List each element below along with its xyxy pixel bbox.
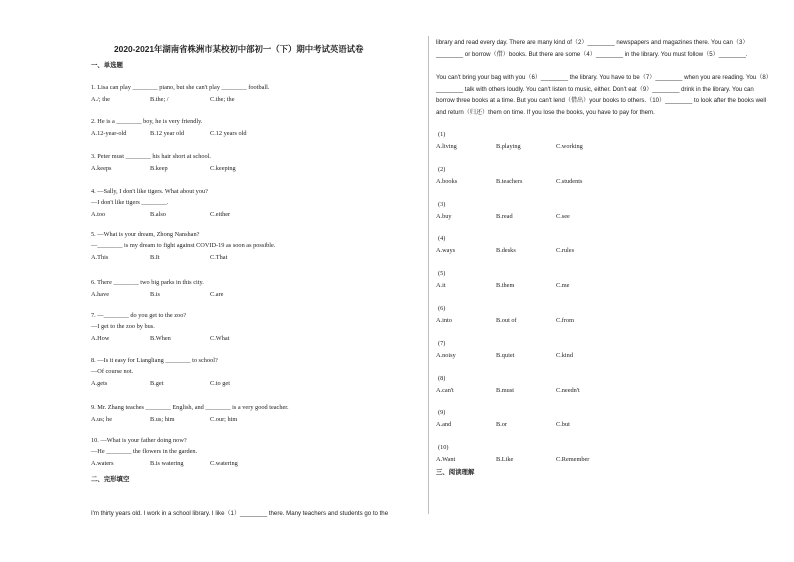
question-2-option-a[interactable]: A.12-year-old: [91, 130, 127, 137]
question-3-option-c[interactable]: C.keeping: [210, 165, 236, 172]
cloze-item-10-option-c[interactable]: C.Remember: [556, 456, 590, 464]
question-3-stem: 3. Peter must ________ his hair short at school.: [91, 153, 211, 160]
question-9-option-a[interactable]: A.us; he: [91, 416, 112, 423]
cloze-item-2-option-a[interactable]: A.books: [436, 177, 458, 185]
question-8-option-b[interactable]: B.get: [150, 380, 164, 387]
question-7-option-b[interactable]: B.When: [150, 335, 171, 342]
cloze-item-4-number: (4): [438, 235, 446, 243]
cloze-item-7-option-b[interactable]: B.quiet: [496, 351, 515, 359]
question-10-option-b[interactable]: B.is watering: [150, 460, 184, 467]
cloze-item-8-number: (8): [438, 374, 446, 382]
cloze-item-4-option-b[interactable]: B.desks: [496, 247, 516, 255]
cloze-item-8-option-b[interactable]: B.must: [496, 386, 515, 394]
cloze-item-1-option-b[interactable]: B.playing: [496, 143, 521, 150]
question-4-stem: 4. —Sally, I don't like tigers. What about you?: [91, 188, 208, 195]
question-6-option-b[interactable]: B.is: [150, 291, 160, 298]
cloze-item-8-option-a[interactable]: A.can't: [436, 386, 454, 394]
cloze-item-3-option-b[interactable]: B.read: [496, 212, 513, 220]
question-4-option-a[interactable]: A.too: [91, 211, 106, 218]
question-5-option-a[interactable]: A.This: [91, 254, 109, 261]
question-7-option-a[interactable]: A.How: [91, 335, 110, 342]
cloze-intro-line: I'm thirty years old. I work in a school library. I like（1）________ there. Many teachers and students go to the: [91, 510, 389, 517]
cloze-item-9-option-a[interactable]: A.and: [436, 421, 452, 429]
question-5-option-b[interactable]: B.It: [150, 254, 160, 261]
question-2-option-b[interactable]: B.12 year old: [150, 130, 185, 137]
question-6-option-a[interactable]: A.have: [91, 291, 110, 298]
question-4-option-c[interactable]: C.either: [210, 211, 231, 218]
cloze-item-3-option-c[interactable]: C.see: [556, 212, 570, 220]
cloze-item-7-option-c[interactable]: C.kind: [556, 351, 573, 359]
question-2-stem: 2. He is a ________ boy, he is very friendly.: [91, 118, 203, 125]
question-4-option-b[interactable]: B.also: [150, 211, 166, 218]
cloze-item-10-option-b[interactable]: B.Like: [496, 456, 514, 464]
question-8-stem: 8. —Is it easy for Liangliang ________ to school?: [91, 357, 218, 364]
cloze-paragraph-1: library and read every day. There are many kind of（2）________ newspapers and magazines there. You can（3）________ or borrow（借）books. But there are some（4）________ in the library. You must follow（5）________.: [436, 39, 749, 58]
question-4-stem: —I don't like tigers ________.: [91, 199, 169, 206]
cloze-item-6-option-b[interactable]: B.out of: [496, 317, 517, 324]
column-divider: [428, 36, 429, 514]
cloze-item-3-number: (3): [438, 200, 446, 208]
cloze-item-9-option-c[interactable]: C.but: [556, 421, 570, 429]
question-8-option-c[interactable]: C.to get: [210, 380, 230, 387]
section-heading-cloze: 二、完形填空: [91, 476, 130, 483]
cloze-item-4-option-c[interactable]: C.rules: [556, 247, 575, 255]
question-1-option-b[interactable]: B.the; /: [150, 96, 169, 103]
section-heading-reading: 三、阅读理解: [436, 469, 475, 476]
cloze-item-7-option-a[interactable]: A.noisy: [436, 351, 456, 359]
question-2-option-c[interactable]: C.12 years old: [210, 130, 247, 137]
question-1-stem: 1. Lisa can play ________ piano, but she can't play ________ football.: [91, 84, 270, 91]
question-10-stem: 10. —What is your father doing now?: [91, 437, 187, 444]
cloze-item-3-option-a[interactable]: A.buy: [436, 212, 452, 220]
question-5-stem: 5. —What is your dream, Zhong Nanshan?: [91, 231, 200, 238]
cloze-item-9-number: (9): [438, 409, 446, 417]
cloze-item-7-number: (7): [438, 339, 446, 347]
cloze-item-2-number: (2): [438, 165, 446, 173]
cloze-item-5-option-c[interactable]: C.me: [556, 282, 570, 290]
question-7-option-c[interactable]: C.What: [210, 335, 230, 342]
cloze-item-10-number: (10): [438, 444, 449, 452]
question-7-stem: —I get to the zoo by bus.: [91, 323, 155, 330]
cloze-item-2-option-c[interactable]: C.students: [556, 177, 583, 185]
cloze-paragraph-2: You can't bring your bag with you（6）________ the library. You have to be（7）________ when you are reading. You（8）________ talk with others loudly. You can't listen to music, either. Don't eat（9）________ drink in the library. You can borrow three books at a time. But you can't lend（借出）your books to others.（10）________ to look after the books well and return（归还）them on time. If you lose the books, you have to pay for them.: [436, 74, 769, 116]
question-9-option-b[interactable]: B.us; him: [150, 416, 175, 423]
question-8-option-a[interactable]: A.gets: [91, 380, 108, 387]
question-6-option-c[interactable]: C.are: [210, 291, 224, 298]
question-3-option-b[interactable]: B.keep: [150, 165, 168, 172]
question-7-stem: 7. —________ do you get to the zoo?: [91, 312, 187, 319]
question-6-stem: 6. There ________ two big parks in this city.: [91, 279, 204, 286]
question-9-option-c[interactable]: C.our; him: [210, 416, 238, 423]
cloze-item-5-number: (5): [438, 270, 446, 278]
cloze-item-6-option-a[interactable]: A.into: [436, 317, 452, 324]
question-9-stem: 9. Mr. Zhang teaches ________ English, and ________ is a very good teacher.: [91, 404, 289, 411]
right-column: [430, 0, 794, 562]
cloze-item-1-option-c[interactable]: C.working: [556, 143, 583, 150]
question-1-option-c[interactable]: C.the; the: [210, 96, 235, 103]
cloze-item-10-option-a[interactable]: A.Want: [436, 456, 456, 464]
section-heading-single-choice: 一、单选题: [91, 62, 123, 69]
cloze-item-5-option-a[interactable]: A.it: [436, 282, 446, 290]
question-10-stem: —He ________ the flowers in the garden.: [91, 448, 198, 455]
question-8-stem: —Of course not.: [91, 368, 134, 375]
cloze-item-8-option-c[interactable]: C.needn't: [556, 386, 580, 394]
cloze-item-4-option-a[interactable]: A.ways: [436, 247, 456, 255]
cloze-item-1-number: (1): [438, 131, 446, 138]
question-10-option-c[interactable]: C.watering: [210, 460, 238, 467]
page-title: 2020-2021年湖南省株洲市某校初中部初一（下）期中考试英语试卷: [114, 44, 364, 54]
cloze-item-2-option-b[interactable]: B.teachers: [496, 177, 523, 185]
cloze-item-1-option-a[interactable]: A.living: [436, 143, 457, 150]
cloze-item-6-number: (6): [438, 305, 446, 312]
cloze-item-6-option-c[interactable]: C.from: [556, 317, 575, 324]
question-1-option-a[interactable]: A./; the: [91, 96, 110, 103]
question-5-option-c[interactable]: C.That: [210, 254, 228, 261]
question-10-option-a[interactable]: A.waters: [91, 460, 114, 467]
question-5-stem: —________ is my dream to fight against COVID-19 as soon as possible.: [91, 242, 276, 249]
cloze-item-5-option-b[interactable]: B.them: [496, 282, 515, 290]
cloze-item-9-option-b[interactable]: B.or: [496, 421, 508, 429]
question-3-option-a[interactable]: A.keeps: [91, 165, 112, 172]
